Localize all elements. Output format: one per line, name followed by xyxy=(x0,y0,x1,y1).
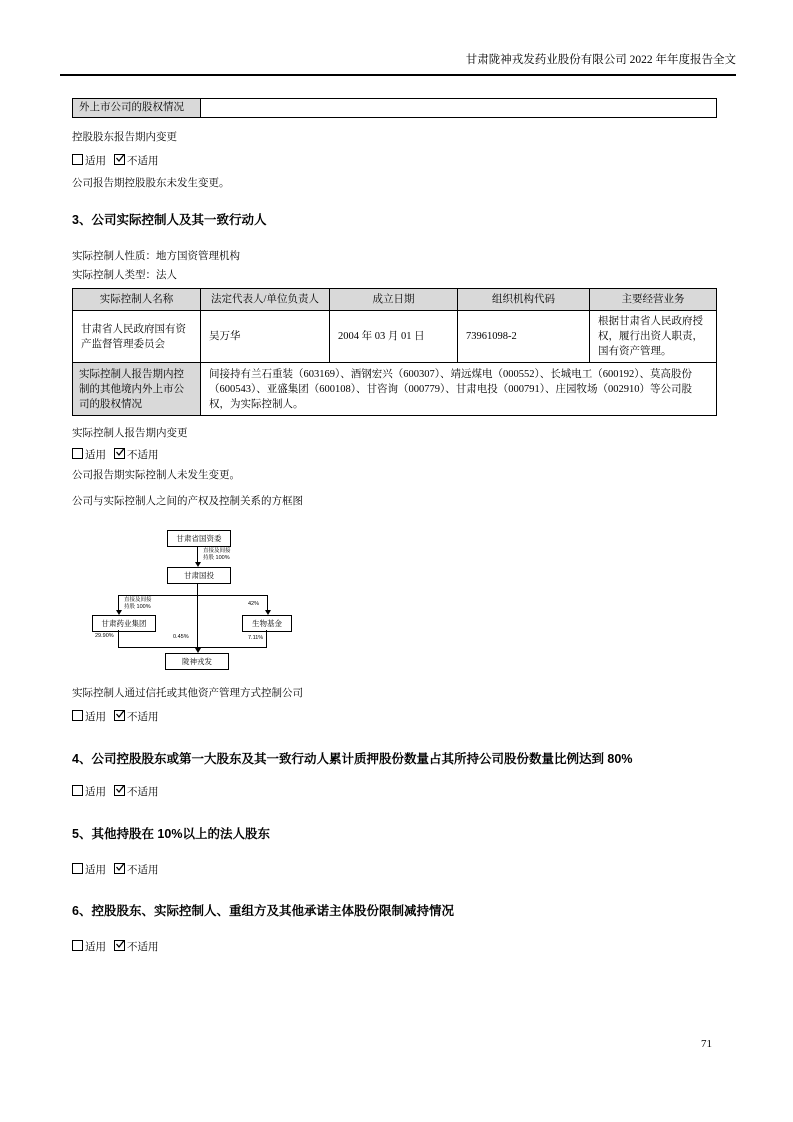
diagram-edge-label-top xyxy=(203,548,231,562)
diagram-caption: 公司与实际控制人之间的产权及控制关系的方框图 xyxy=(72,496,303,507)
not-applicable-label: 不适用 xyxy=(127,865,159,876)
applicable-label: 适用 xyxy=(85,787,106,798)
applicable-label: 适用 xyxy=(85,450,106,461)
holder-change-title: 控股股东报告期内变更 xyxy=(72,132,177,143)
col-header-representative: 法定代表人/单位负责人 xyxy=(201,289,330,311)
checkbox-unchecked-icon xyxy=(72,710,83,721)
diagram-node-pharma-group: 甘肃药业集团 xyxy=(92,615,156,632)
not-applicable-label: 不适用 xyxy=(127,712,159,723)
section4-heading: 4、公司控股股东或第一大股东及其一致行动人累计质押股份数量占其所持公司股份数量比例达到 80% xyxy=(72,752,633,766)
col-header-controller-name: 实际控制人名称 xyxy=(73,289,201,311)
checkbox-unchecked-icon xyxy=(72,154,83,165)
col-header-org-code: 组织机构代码 xyxy=(458,289,590,311)
applicable-label: 适用 xyxy=(85,156,106,167)
checkbox-checked-icon xyxy=(114,710,125,721)
checkbox-unchecked-icon xyxy=(72,863,83,874)
page-content xyxy=(72,98,716,955)
edge-label-line: 持股 100% xyxy=(124,604,151,610)
cell-org-code: 73961098-2 xyxy=(458,311,590,363)
diagram-line xyxy=(197,583,198,647)
col-header-founded: 成立日期 xyxy=(330,289,458,311)
applicable-label: 适用 xyxy=(85,712,106,723)
checkbox-checked-icon xyxy=(114,863,125,874)
applicability-row-controller-change xyxy=(72,448,716,463)
controller-type: 实际控制人类型：法人 xyxy=(72,270,177,281)
section3-heading: 3、公司实际控制人及其一致行动人 xyxy=(72,213,267,227)
diagram-node-gansu-guotou: 甘肃国投 xyxy=(167,567,231,584)
applicability-row-holder-change xyxy=(72,154,716,169)
not-applicable-label: 不适用 xyxy=(127,942,159,953)
diagram-pct-left: 29.90% xyxy=(95,633,114,639)
applicability-row-trust xyxy=(72,710,716,725)
controller-change-title: 实际控制人报告期内变更 xyxy=(72,428,188,439)
table-row xyxy=(73,363,717,416)
checkbox-checked-icon xyxy=(114,154,125,165)
cell-other-holdings-label: 实际控制人报告期内控制的其他境内外上市公司的股权情况 xyxy=(73,363,201,416)
cell-controller-name: 甘肃省人民政府国有资产监督管理委员会 xyxy=(73,311,201,363)
applicable-label: 适用 xyxy=(85,865,106,876)
continuation-table-value xyxy=(201,99,717,118)
checkbox-unchecked-icon xyxy=(72,448,83,459)
applicable-label: 适用 xyxy=(85,942,106,953)
page-header xyxy=(60,0,736,76)
cell-business: 根据甘肃省人民政府授权，履行出资人职责，国有资产管理。 xyxy=(590,311,717,363)
report-title: 甘肃陇神戎发药业股份有限公司 2022 年年度报告全文 xyxy=(465,54,736,66)
controller-nature: 实际控制人性质：地方国资管理机构 xyxy=(72,251,240,262)
edge-label-line: 直接及间接 xyxy=(203,548,231,554)
holder-change-note: 公司报告期控股股东未发生变更。 xyxy=(72,178,230,189)
edge-label-line: 持股 100% xyxy=(203,555,230,561)
section5-heading: 5、其他持股在 10%以上的法人股东 xyxy=(72,827,270,841)
ownership-structure-diagram xyxy=(72,523,716,673)
diagram-line xyxy=(118,595,119,610)
table-row xyxy=(73,311,717,363)
not-applicable-label: 不适用 xyxy=(127,450,159,461)
applicability-row-section6 xyxy=(72,940,716,955)
table-header-row xyxy=(73,289,717,311)
diagram-node-bio-fund: 生物基金 xyxy=(242,615,292,632)
section6-heading: 6、控股股东、实际控制人、重组方及其他承诺主体股份限制减持情况 xyxy=(72,904,454,918)
cell-representative: 吴万华 xyxy=(201,311,330,363)
col-header-business: 主要经营业务 xyxy=(590,289,717,311)
cell-other-holdings-value: 间接持有兰石重装（603169）、酒钢宏兴（600307）、靖远煤电（000552）、长城电工（600192）、莫高股份（600543）、亚盛集团（600108）、甘咨询（000779）、甘肃电投（000791）、庄园牧场（002910）等公司股权，为实际控制人。 xyxy=(201,363,717,416)
diagram-edge-label-right: 42% xyxy=(248,601,260,607)
controller-table xyxy=(72,288,717,416)
diagram-line xyxy=(118,630,119,647)
diagram-node-longshen-rongfa: 陇神戎发 xyxy=(165,653,229,670)
checkbox-checked-icon xyxy=(114,940,125,951)
not-applicable-label: 不适用 xyxy=(127,787,159,798)
applicability-row-section5 xyxy=(72,863,716,878)
edge-label-line: 直接及间接 xyxy=(124,597,152,603)
diagram-line xyxy=(118,647,267,648)
checkbox-checked-icon xyxy=(114,448,125,459)
diagram-pct-right: 7.11% xyxy=(248,635,264,641)
not-applicable-label: 不适用 xyxy=(127,156,159,167)
trust-control-title: 实际控制人通过信托或其他资产管理方式控制公司 xyxy=(72,688,303,699)
table-row xyxy=(73,99,717,118)
applicability-row-section4 xyxy=(72,785,716,800)
cell-founded: 2004 年 03 月 01 日 xyxy=(330,311,458,363)
diagram-edge-label-left xyxy=(124,597,152,611)
checkbox-unchecked-icon xyxy=(72,785,83,796)
diagram-node-sasac: 甘肃省国资委 xyxy=(167,530,231,547)
checkbox-unchecked-icon xyxy=(72,940,83,951)
continuation-table xyxy=(72,98,717,118)
controller-change-note: 公司报告期实际控制人未发生变更。 xyxy=(72,470,240,481)
continuation-table-label: 外上市公司的股权情况 xyxy=(73,99,201,118)
diagram-line xyxy=(267,595,268,610)
diagram-line xyxy=(266,630,267,647)
page-number: 71 xyxy=(701,1038,712,1050)
diagram-line xyxy=(118,595,268,596)
checkbox-checked-icon xyxy=(114,785,125,796)
diagram-pct-center: 0.45% xyxy=(173,634,189,640)
